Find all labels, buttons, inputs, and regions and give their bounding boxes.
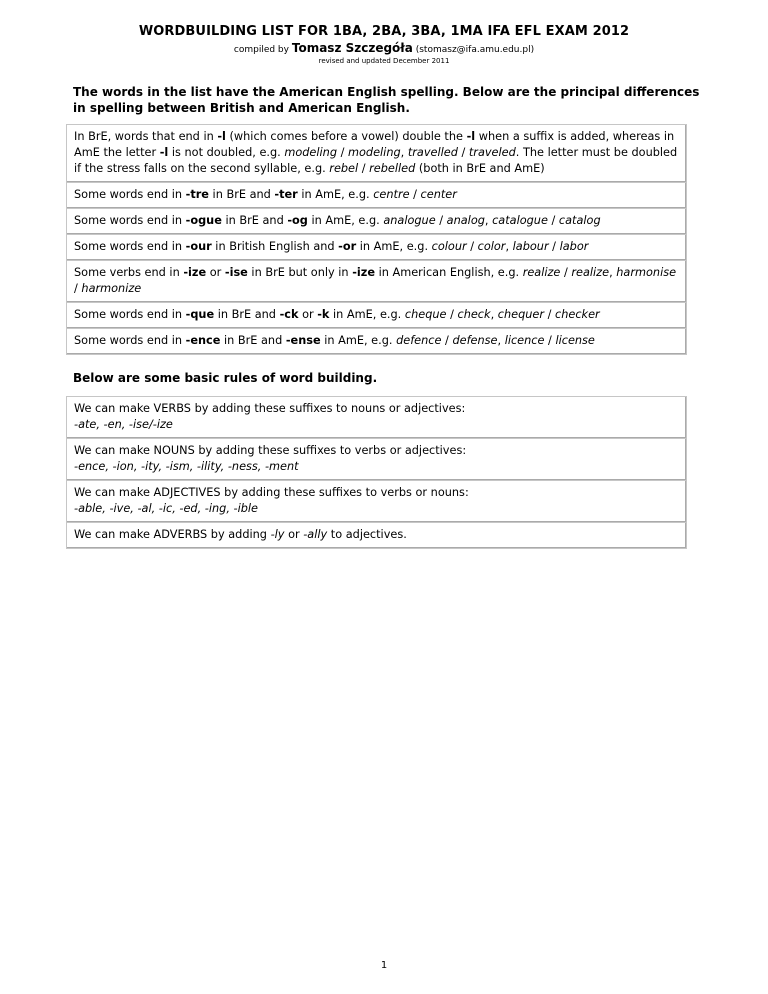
rule-text: In BrE, words that end in [74, 130, 218, 143]
suffix: -ly [270, 528, 285, 541]
table-row [67, 209, 687, 235]
suffix-list: -ate, -en, -ise/-ize [74, 418, 173, 431]
spelling-suffix: -k [317, 308, 330, 321]
rule-text: / [409, 188, 421, 201]
table-row [67, 439, 687, 481]
example-word: cheque [404, 308, 447, 321]
spelling-rule-cell [67, 235, 687, 261]
rule-text: in BrE and [214, 308, 280, 321]
example-word: checker [555, 308, 600, 321]
example-word: license [555, 334, 595, 347]
rule-text: , [505, 240, 513, 253]
rule-text: in BrE and [221, 214, 288, 227]
table-row [67, 261, 687, 303]
example-word: catalogue [492, 214, 548, 227]
rule-text: in BrE and [208, 188, 275, 201]
rule-text: / [358, 162, 370, 175]
spelling-suffix: -og [287, 214, 308, 227]
suffix: -ally [303, 528, 328, 541]
rule-text: in American English, e.g. [375, 266, 523, 279]
rule-text: (which comes before a vowel) double the [225, 130, 467, 143]
spelling-rule-cell [67, 329, 687, 355]
spelling-suffix: -que [185, 308, 215, 321]
rule-text: / [544, 334, 556, 347]
example-word: travelled [407, 146, 458, 159]
table-row [67, 235, 687, 261]
spelling-suffix: -ize [183, 266, 207, 279]
table-row [67, 303, 687, 329]
document-title: WORDBUILDING LIST FOR 1BA, 2BA, 3BA, 1MA IFA EFL EXAM 2012 [138, 24, 630, 39]
rule-text: / [548, 240, 560, 253]
rule-text: to adjectives. [327, 528, 407, 541]
spelling-suffix: -tre [185, 188, 209, 201]
example-word: chequer [497, 308, 544, 321]
spelling-rule-cell [67, 209, 687, 235]
spelling-rule-cell [67, 125, 687, 183]
rule-text: , [497, 334, 505, 347]
table-row [67, 481, 687, 523]
rule-text: / [547, 214, 559, 227]
example-word: defence [396, 334, 442, 347]
rule-text: / [446, 308, 458, 321]
rule-text: / [544, 308, 555, 321]
spelling-suffix: -ise [224, 266, 248, 279]
rule-text: We can make ADJECTIVES by adding these suffixes to verbs or nouns: [74, 486, 469, 499]
compiled-by-label: compiled by [233, 45, 289, 55]
rule-text: We can make VERBS by adding these suffixes to nouns or adjectives: [74, 402, 466, 415]
word-building-table [66, 396, 687, 549]
rule-text: / [560, 266, 572, 279]
rule-text: . The letter must be doubled if the stress falls on the second syllable, e.g. [74, 146, 678, 175]
rule-text: Some words end in [74, 334, 186, 347]
suffix-list: -able, -ive, -al, -ic, -ed, -ing, -ible [74, 502, 258, 515]
rule-text: Some verbs end in [74, 266, 184, 279]
spelling-suffix: -ense [285, 334, 321, 347]
rule-cell-verbs [67, 397, 687, 439]
rule-text: in BrE but only in [247, 266, 353, 279]
rule-cell-adjectives [67, 481, 687, 523]
spelling-suffix: -l [159, 146, 169, 159]
rule-text: or [298, 308, 318, 321]
example-word: check [457, 308, 491, 321]
rule-text: in AmE, e.g. [307, 214, 384, 227]
rule-text: in British English and [211, 240, 339, 253]
example-word: labour [512, 240, 549, 253]
example-word: rebelled [369, 162, 416, 175]
rule-text: Some words end in [74, 214, 186, 227]
example-word: defense [452, 334, 498, 347]
revision-note: revised and updated December 2011 [318, 57, 450, 65]
spelling-suffix: -ter [274, 188, 298, 201]
spelling-suffix: -ize [352, 266, 375, 279]
example-word: labor [559, 240, 589, 253]
rule-text: in BrE and [220, 334, 286, 347]
rule-text: in AmE, e.g. [297, 188, 374, 201]
rule-text: Some words end in [74, 188, 186, 201]
rule-text: / [466, 240, 478, 253]
example-word: licence [504, 334, 545, 347]
rule-cell-nouns [67, 439, 687, 481]
spelling-suffix: -ence [185, 334, 221, 347]
rule-text: Some words end in [74, 308, 186, 321]
rule-text: Some words end in [74, 240, 186, 253]
spelling-suffix: -ck [279, 308, 299, 321]
rule-text: , [609, 266, 617, 279]
rule-text: We can make NOUNS by adding these suffixes to verbs or adjectives: [74, 444, 467, 457]
suffix-list: -ence, -ion, -ity, -ism, -ility, -ness, -ment [74, 460, 299, 473]
example-word: rebel [329, 162, 359, 175]
example-word: color [477, 240, 506, 253]
rule-cell-adverbs [67, 523, 687, 549]
rule-text: / [337, 146, 348, 159]
spelling-rule-cell [67, 183, 687, 209]
rule-text: / [435, 214, 447, 227]
rule-text: or [206, 266, 225, 279]
spelling-suffix: -l [217, 130, 226, 143]
author-email: (stomasz@ifa.amu.edu.pl) [415, 45, 535, 55]
rule-text: , [400, 146, 408, 159]
rule-text: , [484, 214, 493, 227]
spelling-intro: The words in the list have the American English spelling. Below are the principal differences in spelling between British and American English. [73, 85, 700, 115]
example-word: realize [571, 266, 610, 279]
example-word: modeling [348, 146, 401, 159]
rule-text: in AmE, e.g. [329, 308, 405, 321]
spelling-rule-cell [67, 303, 687, 329]
example-word: traveled [468, 146, 516, 159]
spelling-suffix: -ogue [185, 214, 222, 227]
spelling-differences-table [66, 124, 687, 355]
example-word: center [420, 188, 457, 201]
example-word: analog [446, 214, 485, 227]
table-row [67, 329, 687, 355]
rule-text: (both in BrE and AmE) [415, 162, 545, 175]
example-word: harmonize [81, 282, 142, 295]
rule-text: We can make ADVERBS by adding [74, 528, 271, 541]
spelling-rule-cell [67, 261, 687, 303]
rule-text: / [457, 146, 469, 159]
spelling-suffix: -our [185, 240, 212, 253]
example-word: colour [431, 240, 467, 253]
rule-text: in AmE, e.g. [356, 240, 432, 253]
example-word: realize [522, 266, 561, 279]
rule-text: / [441, 334, 453, 347]
rule-text: / [74, 282, 82, 295]
rule-text: in AmE, e.g. [320, 334, 397, 347]
page-number: 1 [380, 960, 388, 971]
table-row [67, 125, 687, 183]
rule-text: , [490, 308, 498, 321]
word-building-heading: Below are some basic rules of word building. [73, 371, 378, 385]
rule-text: when a suffix is added, whereas in AmE the letter [74, 130, 675, 159]
rule-text: or [284, 528, 304, 541]
example-word: centre [373, 188, 410, 201]
author-name: Tomasz Szczegóła [291, 41, 413, 55]
spelling-suffix: -or [338, 240, 357, 253]
example-word: harmonise [616, 266, 677, 279]
spelling-suffix: -l [466, 130, 476, 143]
byline [0, 41, 768, 55]
table-row [67, 397, 687, 439]
rule-text: is not doubled, e.g. [168, 146, 285, 159]
table-row [67, 183, 687, 209]
example-word: modeling [284, 146, 337, 159]
table-row [67, 523, 687, 549]
example-word: catalog [558, 214, 601, 227]
example-word: analogue [383, 214, 436, 227]
